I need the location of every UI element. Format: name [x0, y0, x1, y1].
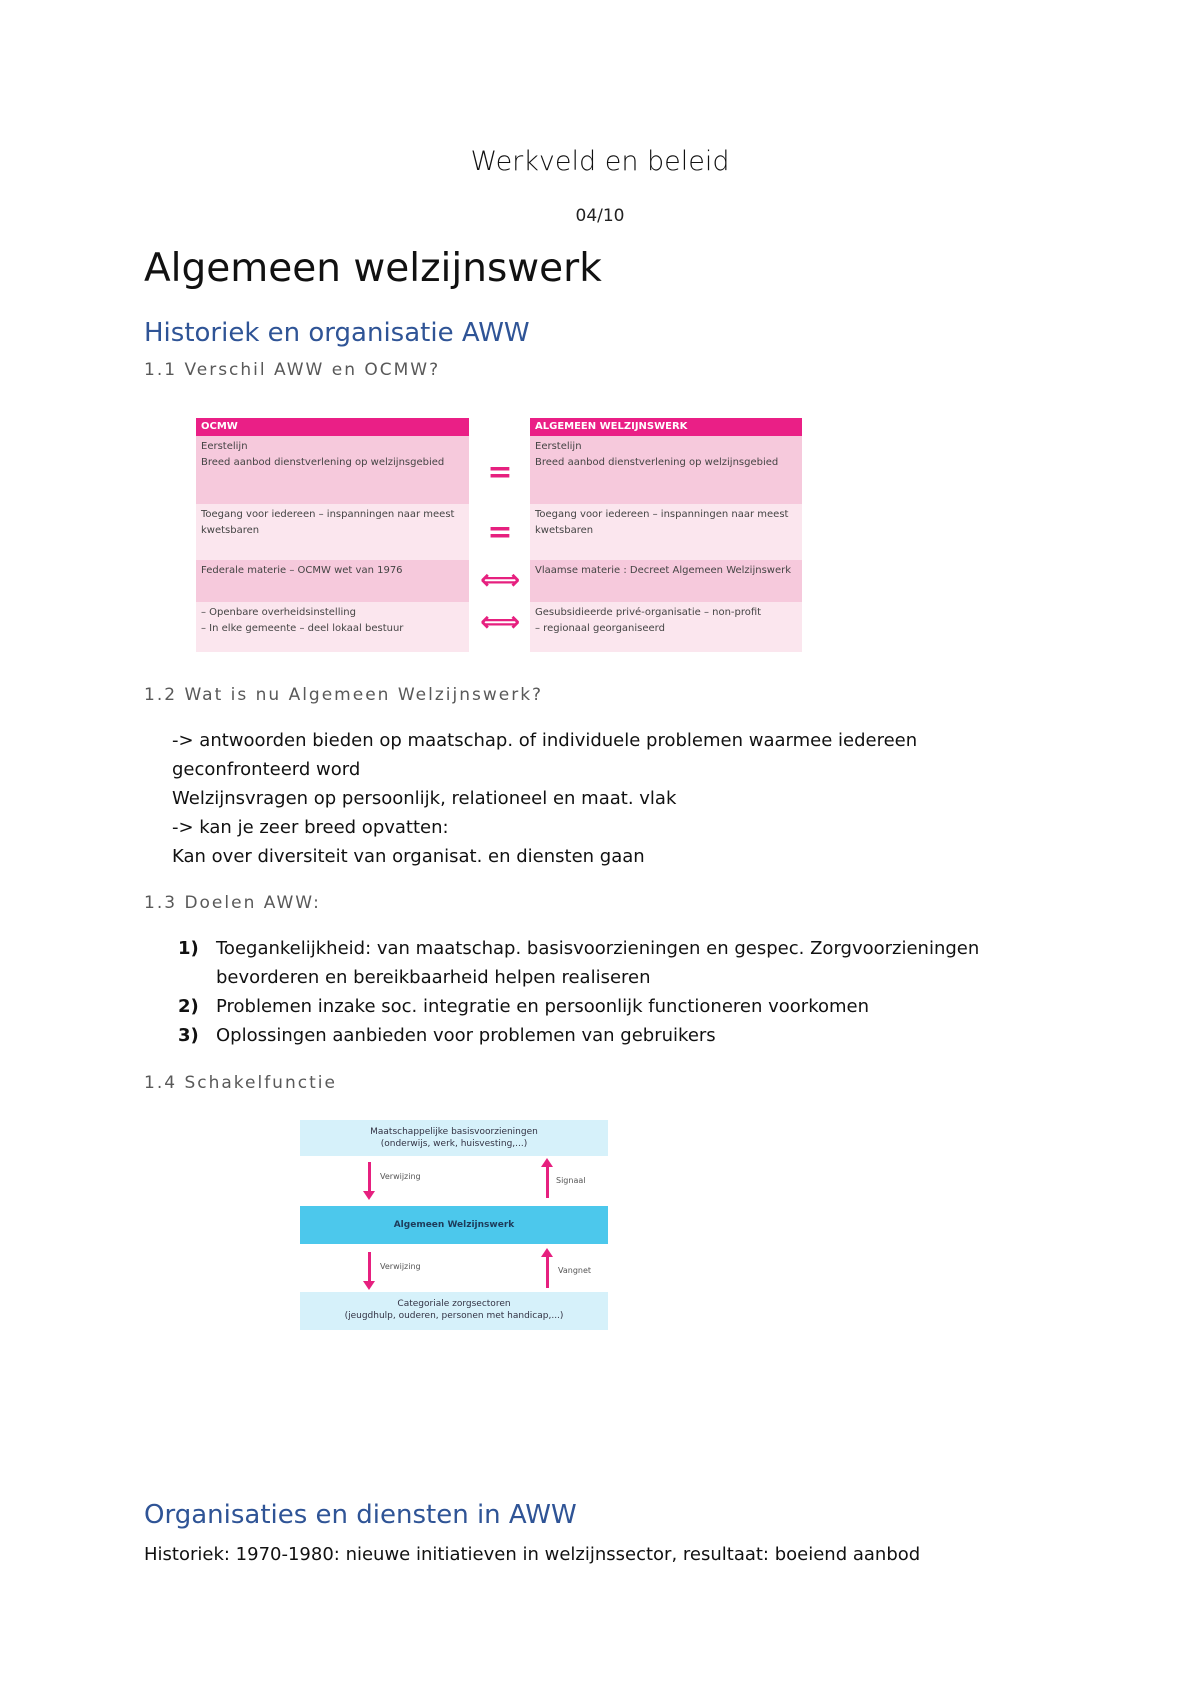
equals-symbol: =: [487, 515, 513, 550]
double-arrow-icon: ⟺: [480, 563, 521, 596]
cell-line: Gesubsidieerde privé-organisatie – non-profit: [535, 607, 762, 618]
arrow-label: Vangnet: [558, 1266, 592, 1275]
zorgsectoren-box: [300, 1292, 608, 1330]
arrow-label: Verwijzing: [380, 1262, 421, 1271]
cell-line: Toegang voor iedereen – inspanningen naar meest: [535, 509, 789, 520]
document-date: 04/10: [575, 206, 625, 226]
comparison-figure: [196, 418, 804, 652]
cell-line: Eerstelijn: [201, 441, 248, 452]
equals-symbol: =: [487, 455, 513, 490]
ocmw-header: OCMW: [196, 418, 469, 436]
paragraph-line: Kan over diversiteit van organisat. en diensten gaan: [172, 846, 645, 867]
goal-number: 3): [178, 1025, 199, 1046]
arrow-down-icon: [368, 1252, 371, 1282]
paragraph-1-2: [172, 726, 917, 871]
box-line: Maatschappelijke basisvoorzieningen: [370, 1127, 538, 1137]
ocmw-column: [196, 418, 469, 652]
arrow-down-icon: [368, 1162, 371, 1192]
double-arrow-icon: ⟺: [480, 605, 521, 638]
aww-cell: [530, 436, 802, 504]
ocmw-cell: [196, 504, 469, 560]
basisvoorzieningen-box: [300, 1120, 608, 1156]
paragraph-line: Welzijnsvragen op persoonlijk, relationeel en maat. vlak: [172, 788, 677, 809]
cell-line: – Openbare overheidsinstelling: [201, 607, 356, 618]
aww-header: ALGEMEEN WELZIJNSWERK: [530, 418, 802, 436]
aww-cell: [530, 560, 802, 602]
cell-line: Eerstelijn: [535, 441, 582, 452]
aww-cell: [530, 602, 802, 652]
heading-historiek: Historiek en organisatie AWW: [144, 318, 530, 348]
arrow-label: Signaal: [556, 1176, 586, 1185]
subheading-1-2: 1.2 Wat is nu Algemeen Welzijnswerk?: [144, 685, 544, 705]
subheading-1-1: 1.1 Verschil AWW en OCMW?: [144, 360, 441, 380]
cell-line: Federale materie – OCMW wet van 1976: [201, 565, 403, 576]
goal-number: 2): [178, 996, 199, 1017]
goal-line: Toegankelijkheid: van maatschap. basisvoorzieningen en gespec. Zorgvoorzieningen: [216, 938, 980, 959]
ocmw-cell: [196, 602, 469, 652]
box-line: (onderwijs, werk, huisvesting,...): [380, 1139, 528, 1149]
goal-item: [172, 1021, 992, 1050]
arrow-up-icon: [546, 1256, 549, 1288]
paragraph-line: -> antwoorden bieden op maatschap. of individuele problemen waarmee iedereen: [172, 730, 918, 751]
paragraph-historiek: [144, 1540, 920, 1569]
aww-cell: [530, 504, 802, 560]
paragraph-line: Historiek: 1970-1980: nieuwe initiatieven in welzijnssector, resultaat: boeiend aanbod: [144, 1544, 921, 1565]
heading-organisaties: Organisaties en diensten in AWW: [144, 1500, 577, 1530]
paragraph-line: -> kan je zeer breed opvatten:: [172, 817, 449, 838]
cell-line: Toegang voor iedereen – inspanningen naar meest: [201, 509, 455, 520]
cell-line: – In elke gemeente – deel lokaal bestuur: [201, 623, 404, 634]
cell-line: kwetsbaren: [535, 525, 594, 536]
goal-line: Oplossingen aanbieden voor problemen van gebruikers: [216, 1025, 716, 1046]
schakelfunctie-diagram: [300, 1120, 608, 1330]
cell-line: – regionaal georganiseerd: [535, 623, 665, 634]
goal-item: [172, 934, 992, 992]
document-title: Werkveld en beleid: [470, 146, 730, 177]
subheading-1-3: 1.3 Doelen AWW:: [144, 893, 321, 913]
aww-column: [530, 418, 802, 652]
algemeen-welzijnswerk-box: Algemeen Welzijnswerk: [300, 1206, 608, 1244]
box-line: (jeugdhulp, ouderen, personen met handicap,...): [344, 1311, 564, 1321]
goal-line: Problemen inzake soc. integratie en persoonlijk functioneren voorkomen: [216, 996, 870, 1017]
subheading-1-4: 1.4 Schakelfunctie: [144, 1073, 337, 1093]
heading-algemeen-welzijnswerk: Algemeen welzijnswerk: [144, 246, 602, 291]
cell-line: Breed aanbod dienstverlening op welzijnsgebied: [201, 457, 445, 468]
arrow-label: Verwijzing: [380, 1172, 421, 1181]
arrow-up-icon: [546, 1166, 549, 1198]
goal-item: [172, 992, 992, 1021]
paragraph-line: geconfronteerd word: [172, 759, 361, 780]
goal-line: bevorderen en bereikbaarheid helpen realiseren: [216, 967, 651, 988]
ocmw-cell: [196, 436, 469, 504]
ocmw-cell: [196, 560, 469, 602]
goals-list: [172, 934, 992, 1050]
cell-line: kwetsbaren: [201, 525, 260, 536]
goal-number: 1): [178, 938, 199, 959]
cell-line: Vlaamse materie : Decreet Algemeen Welzijnswerk: [535, 565, 792, 576]
cell-line: Breed aanbod dienstverlening op welzijnsgebied: [535, 457, 779, 468]
box-line: Categoriale zorgsectoren: [397, 1299, 511, 1309]
